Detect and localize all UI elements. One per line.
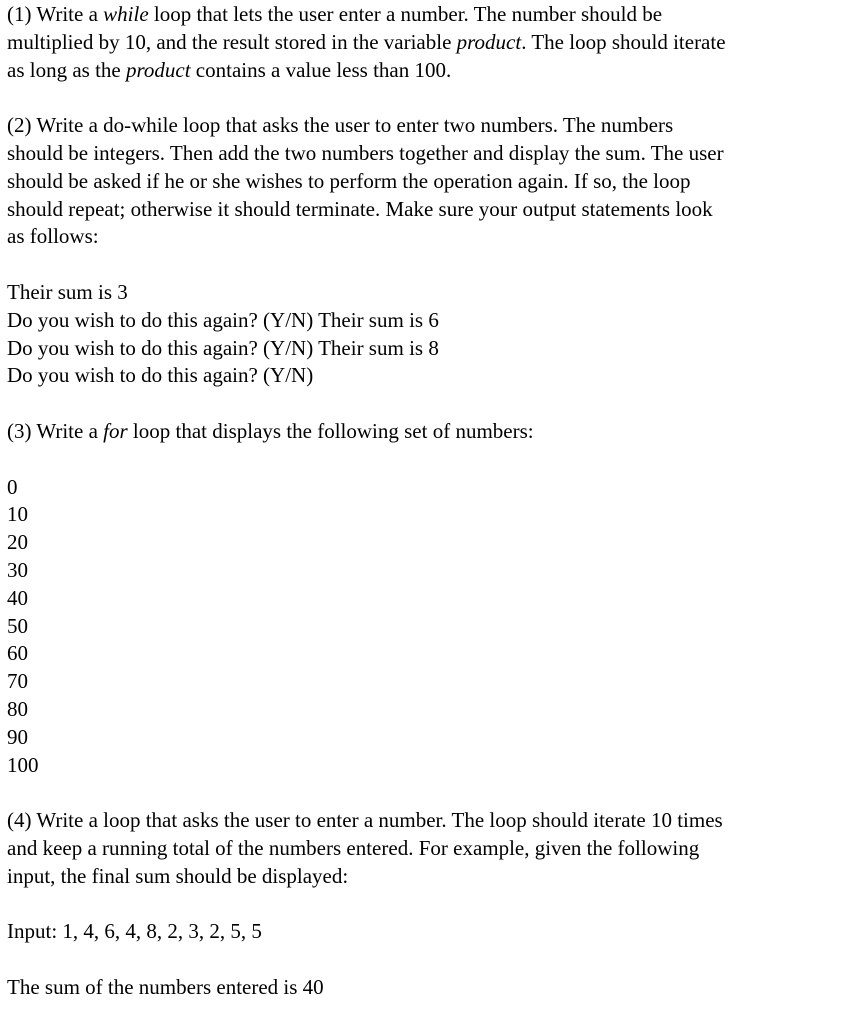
number-item: 80 bbox=[7, 696, 28, 721]
q2-line: (2) Write a do-while loop that asks the user to enter two numbers. The numbers bbox=[7, 113, 674, 138]
q2-sample-output bbox=[7, 279, 854, 390]
q1-line-2: multiplied by 10, and the result stored in the variable product. The loop should iterate bbox=[7, 29, 726, 54]
spacer bbox=[7, 84, 854, 112]
q4-line: input, the final sum should be displayed: bbox=[7, 863, 349, 888]
q4-result-line: The sum of the numbers entered is 40 bbox=[7, 974, 324, 999]
number-item: 10 bbox=[7, 502, 28, 527]
spacer bbox=[7, 390, 854, 418]
spacer bbox=[7, 891, 854, 919]
q2-line: should be integers. Then add the two numbers together and display the sum. The user bbox=[7, 140, 724, 165]
q4-input-line: Input: 1, 4, 6, 4, 8, 2, 3, 2, 5, 5 bbox=[7, 919, 262, 944]
q1-line-3: as long as the product contains a value less than 100. bbox=[7, 57, 452, 82]
number-item: 90 bbox=[7, 724, 28, 749]
q2-line: should repeat; otherwise it should terminate. Make sure your output statements look bbox=[7, 196, 713, 221]
spacer bbox=[7, 779, 854, 807]
number-item: 30 bbox=[7, 557, 28, 582]
spacer bbox=[7, 446, 854, 474]
q4-line: (4) Write a loop that asks the user to enter a number. The loop should iterate 10 times bbox=[7, 808, 723, 833]
number-item: 50 bbox=[7, 613, 28, 638]
variable-product: product bbox=[125, 57, 191, 82]
sample-output-line: Do you wish to do this again? (Y/N) Their sum is 8 bbox=[7, 335, 439, 360]
sample-output-line: Do you wish to do this again? (Y/N) Their sum is 6 bbox=[7, 307, 439, 332]
q3-line: (3) Write a for loop that displays the following set of numbers: bbox=[7, 418, 534, 443]
keyword-while: while bbox=[103, 2, 149, 26]
question-2 bbox=[7, 112, 854, 251]
number-item: 60 bbox=[7, 641, 28, 666]
q2-line: should be asked if he or she wishes to perform the operation again. If so, the loop bbox=[7, 168, 691, 193]
q4-line: and keep a running total of the numbers entered. For example, given the following bbox=[7, 835, 700, 860]
variable-product: product bbox=[456, 29, 522, 54]
number-list bbox=[7, 474, 854, 780]
spacer bbox=[7, 946, 854, 974]
question-3 bbox=[7, 418, 854, 446]
question-1 bbox=[7, 1, 854, 84]
number-item: 40 bbox=[7, 585, 28, 610]
q2-line: as follows: bbox=[7, 224, 99, 249]
sample-output-line: Their sum is 3 bbox=[7, 279, 128, 304]
spacer bbox=[7, 251, 854, 279]
keyword-for: for bbox=[103, 418, 128, 443]
question-4 bbox=[7, 807, 854, 890]
number-item: 20 bbox=[7, 530, 28, 555]
number-item: 70 bbox=[7, 669, 28, 694]
sample-output-line: Do you wish to do this again? (Y/N) bbox=[7, 363, 314, 388]
number-item: 0 bbox=[7, 474, 18, 499]
q1-line-1: (1) Write a while loop that lets the user enter a number. The number should be bbox=[7, 2, 663, 26]
number-item: 100 bbox=[7, 752, 39, 777]
